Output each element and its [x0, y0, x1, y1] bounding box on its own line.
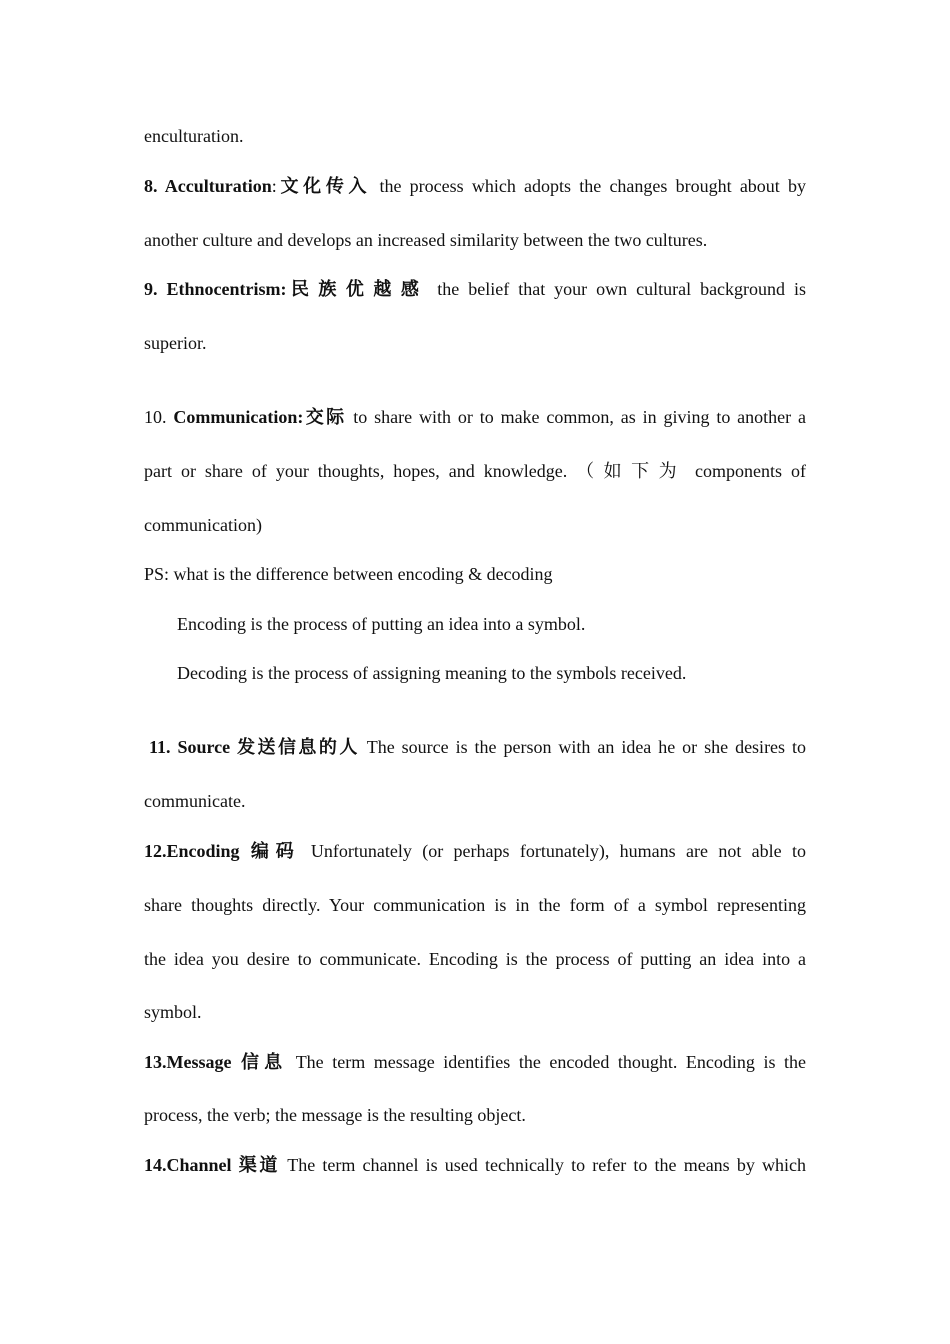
term-8-line-2: [144, 229, 806, 251]
term-chinese: 交际: [303, 407, 347, 427]
term-number: 10.: [144, 407, 174, 427]
term-12-line-3: [144, 948, 806, 970]
term-title: 11. Source: [149, 737, 231, 757]
term-10-line-1: [144, 406, 806, 428]
term-9-line-1: [144, 278, 806, 300]
term-definition: part or share of your thoughts, hopes, and knowledge.: [144, 461, 577, 481]
term-number: 9.: [144, 279, 167, 299]
term-12-line-2: [144, 894, 806, 916]
term-definition: the process which adopts the changes brought about by: [371, 176, 807, 196]
term-chinese: 信息: [231, 1052, 288, 1072]
term-11-line-2: [144, 790, 806, 812]
term-title: Acculturation: [164, 176, 272, 196]
term-definition: share thoughts directly. Your communication is in the form of a symbol representing: [144, 895, 806, 915]
ps-text: PS: what is the difference between encoding & decoding: [144, 564, 553, 584]
term-title: Communication:: [173, 407, 304, 427]
term-chinese: 渠道: [231, 1155, 281, 1175]
term-definition: The term channel is used technically to refer to the means by which: [280, 1155, 807, 1175]
term-chinese: 民族优越感: [286, 279, 429, 299]
term-title: 12.Encoding: [144, 841, 240, 861]
term-14-line-1: [144, 1154, 806, 1176]
term-12-line-1: [144, 840, 806, 862]
term-12-line-4: [144, 1001, 806, 1023]
term-11-line-1: [149, 736, 806, 758]
term-definition: to share with or to make common, as in giving to another a: [346, 407, 807, 427]
term-title: 13.Message: [144, 1052, 232, 1072]
term-13-line-1: [144, 1051, 806, 1073]
term-8-line-1: [144, 175, 806, 197]
term-definition: another culture and develops an increased similarity between the two cultures.: [144, 230, 708, 250]
term-title: 14.Channel: [144, 1155, 232, 1175]
term-chinese-note: （如下为: [576, 461, 687, 481]
term-title: Ethnocentrism:: [166, 279, 287, 299]
paragraph-line: [144, 125, 806, 147]
ps-question: [144, 563, 806, 585]
term-9-line-2: [144, 332, 806, 354]
term-definition: symbol.: [144, 1002, 202, 1022]
term-definition: communicate.: [144, 791, 246, 811]
ps-answer-2: [177, 662, 806, 684]
term-chinese: 编码: [239, 841, 301, 861]
term-colon: :: [271, 176, 277, 196]
ps-answer-1: [177, 613, 806, 635]
ps-text: Decoding is the process of assigning meaning to the symbols received.: [177, 663, 687, 683]
term-definition: The term message identifies the encoded thought. Encoding is the: [287, 1052, 807, 1072]
term-13-line-2: [144, 1104, 806, 1126]
term-10-line-2: [144, 460, 806, 482]
term-definition: communication): [144, 515, 262, 535]
term-chinese: 文化传入: [276, 176, 372, 196]
term-definition: superior.: [144, 333, 207, 353]
text-run: enculturation.: [144, 126, 244, 146]
term-definition: process, the verb; the message is the resulting object.: [144, 1105, 526, 1125]
ps-text: Encoding is the process of putting an idea into a symbol.: [177, 614, 586, 634]
term-definition: the belief that your own cultural background is: [428, 279, 807, 299]
term-10-line-3: [144, 514, 806, 536]
term-number: 8.: [144, 176, 165, 196]
term-definition: Unfortunately (or perhaps fortunately), humans are not able to: [300, 841, 806, 861]
term-definition: the idea you desire to communicate. Encoding is the process of putting an idea into a: [144, 949, 806, 969]
term-chinese: 发送信息的人: [230, 737, 360, 757]
term-definition: components of: [686, 461, 807, 481]
term-definition: The source is the person with an idea he or she desires to: [359, 737, 807, 757]
